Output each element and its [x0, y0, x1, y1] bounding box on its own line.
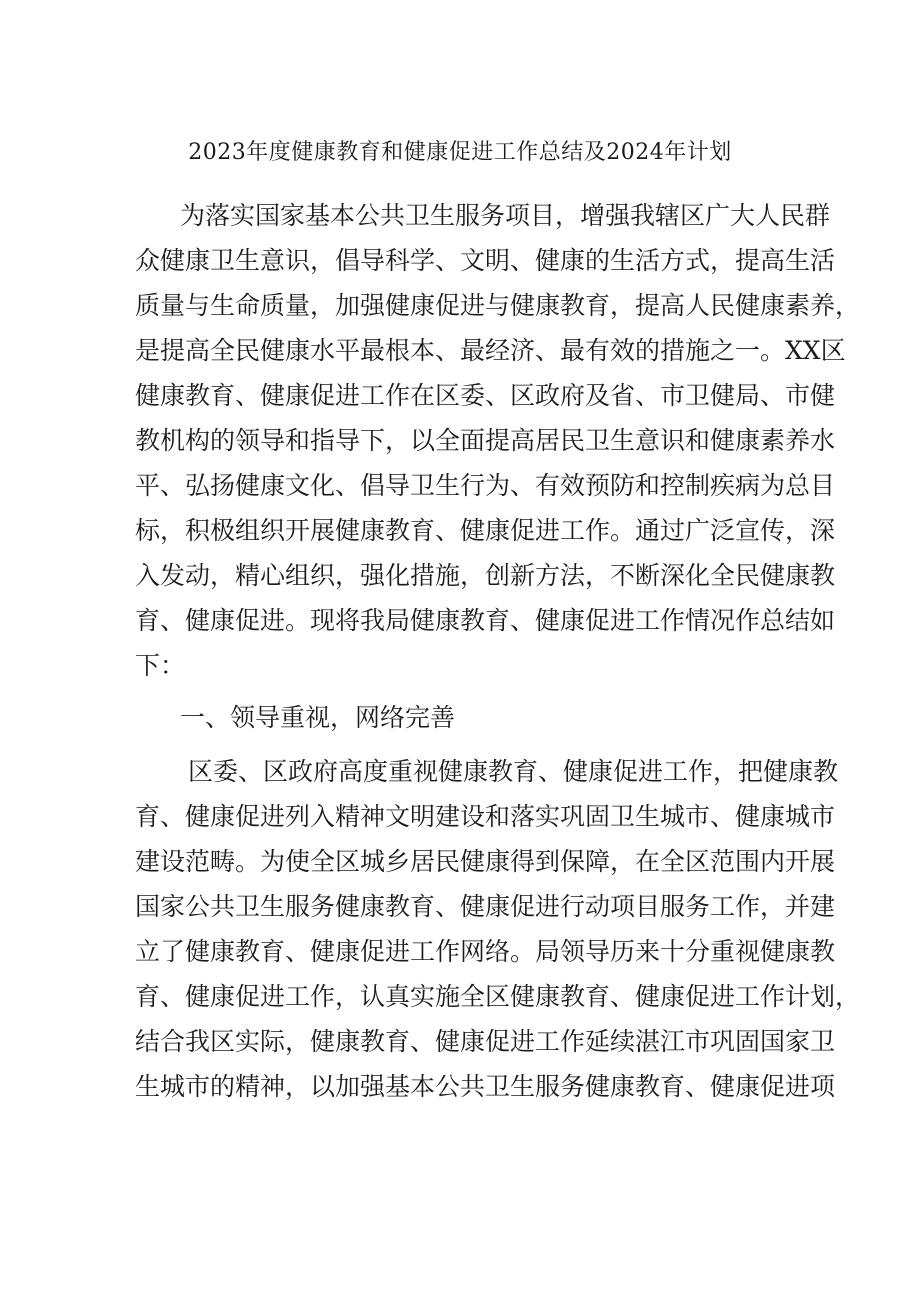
paragraph-2-line-2: 育、健康促进列入精神文明建设和落实巩固卫生城市、健康城市 [135, 802, 836, 831]
paragraph-2-line-1: 区委、区政府高度重视健康教育、健康促进工作，把健康教 [188, 757, 839, 786]
paragraph-1-line-4: 是提高全民健康水平最根本、最经济、最有效的措施之一。XX区 [135, 336, 846, 365]
paragraph-2-line-3: 建设范畴。为使全区城乡居民健康得到保障，在全区范围内开展 [135, 847, 836, 876]
paragraph-2-line-4: 国家公共卫生服务健康教育、健康促进行动项目服务工作，并建 [135, 892, 836, 921]
paragraph-2-line-5: 立了健康教育、健康促进工作网络。局领导历来十分重视健康教 [135, 937, 836, 966]
paragraph-1-line-3: 质量与生命质量，加强健康促进与健康教育，提高人民健康素养， [135, 291, 861, 320]
paragraph-1-line-2: 众健康卫生意识，倡导科学、文明、健康的生活方式，提高生活 [135, 246, 836, 275]
paragraph-1-line-6: 教机构的领导和指导下，以全面提高居民卫生意识和健康素养水 [135, 426, 836, 455]
paragraph-1-line-1: 为落实国家基本公共卫生服务项目，增强我辖区广大人民群 [180, 201, 831, 230]
paragraph-1-line-7: 平、弘扬健康文化、倡导卫生行为、有效预防和控制疾病为总目 [135, 471, 836, 500]
paragraph-2-line-7: 结合我区实际，健康教育、健康促进工作延续湛江市巩固国家卫 [135, 1027, 836, 1056]
paragraph-1-line-11: 下： [135, 651, 186, 680]
section-1-heading: 一、领导重视，网络完善 [180, 703, 456, 732]
paragraph-1-line-5: 健康教育、健康促进工作在区委、区政府及省、市卫健局、市健 [135, 381, 836, 410]
paragraph-1-line-10: 育、健康促进。现将我局健康教育、健康促进工作情况作总结如 [135, 606, 836, 635]
document-title: 2023年度健康教育和健康促进工作总结及2024年计划 [188, 140, 732, 165]
paragraph-2-line-6: 育、健康促进工作，认真实施全区健康教育、健康促进工作计划， [135, 982, 861, 1011]
paragraph-1-line-8: 标，积极组织开展健康教育、健康促进工作。通过广泛宣传，深 [135, 516, 836, 545]
paragraph-2-line-8: 生城市的精神，以加强基本公共卫生服务健康教育、健康促进项 [135, 1072, 836, 1101]
paragraph-1-line-9: 入发动，精心组织，强化措施，创新方法，不断深化全民健康教 [135, 561, 836, 590]
